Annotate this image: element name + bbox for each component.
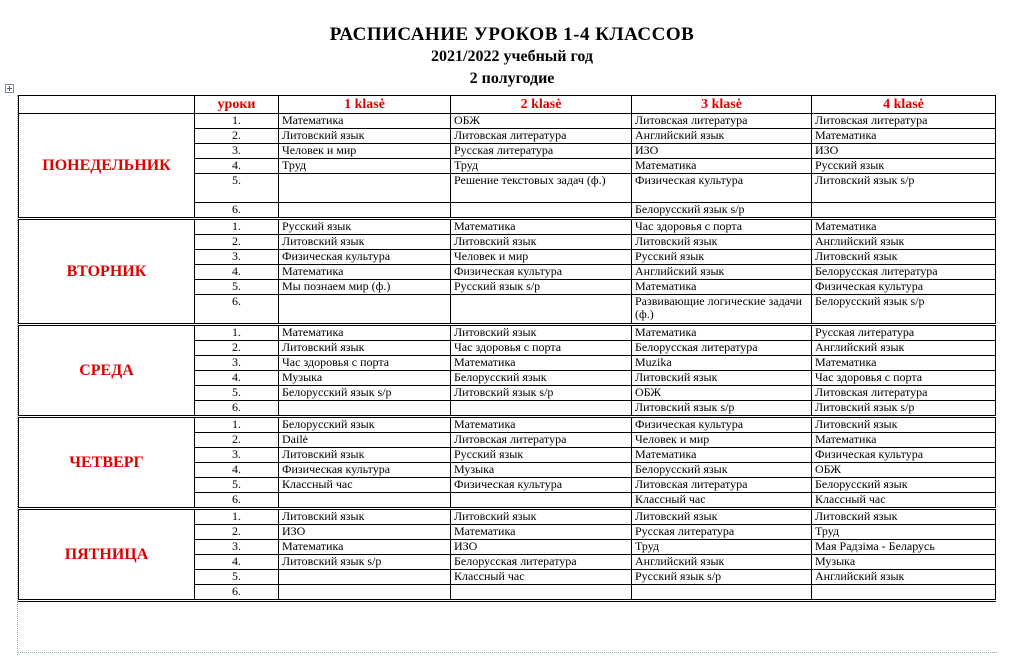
header-class-4: 4 klasė <box>812 96 996 114</box>
class-4-cell: Мая Радзіма - Беларусь <box>812 540 996 555</box>
day-name: ЧЕТВЕРГ <box>19 417 195 509</box>
class-3-cell: Труд <box>632 540 812 555</box>
table-row <box>19 509 996 525</box>
class-1-cell: ИЗО <box>279 525 451 540</box>
class-3-cell: Английский язык <box>632 555 812 570</box>
table-move-handle-icon[interactable] <box>5 84 14 93</box>
class-2-cell <box>451 493 632 509</box>
class-2-cell <box>451 295 632 325</box>
lesson-number: 2. <box>195 129 279 144</box>
class-2-cell: ОБЖ <box>451 114 632 129</box>
class-2-cell: Человек и мир <box>451 250 632 265</box>
class-4-cell: Белорусский язык <box>812 478 996 493</box>
lesson-number: 2. <box>195 525 279 540</box>
class-4-cell: Литовская литература <box>812 114 996 129</box>
lesson-number: 1. <box>195 509 279 525</box>
class-1-cell <box>279 585 451 601</box>
class-1-cell <box>279 401 451 417</box>
class-4-cell: Час здоровья с порта <box>812 371 996 386</box>
class-2-cell: Белорусская литература <box>451 555 632 570</box>
class-2-cell: Русская литература <box>451 144 632 159</box>
class-3-cell: Английский язык <box>632 265 812 280</box>
class-3-cell: Час здоровья с порта <box>632 219 812 235</box>
header-day <box>19 96 195 114</box>
schedule-title: РАСПИСАНИЕ УРОКОВ 1-4 КЛАССОВ <box>329 24 695 45</box>
class-4-cell: ИЗО <box>812 144 996 159</box>
day-name: ВТОРНИК <box>19 219 195 325</box>
class-3-cell: ОБЖ <box>632 386 812 401</box>
lesson-number: 3. <box>195 144 279 159</box>
lesson-number: 4. <box>195 555 279 570</box>
lesson-number: 5. <box>195 280 279 295</box>
class-4-cell: Русский язык <box>812 159 996 174</box>
lesson-number: 5. <box>195 174 279 203</box>
lesson-number: 6. <box>195 295 279 325</box>
class-2-cell: Литовская литература <box>451 433 632 448</box>
class-2-cell <box>451 203 632 219</box>
class-1-cell: Математика <box>279 325 451 341</box>
lesson-number: 2. <box>195 341 279 356</box>
class-4-cell: Математика <box>812 433 996 448</box>
class-1-cell: Математика <box>279 540 451 555</box>
lesson-number: 6. <box>195 585 279 601</box>
lesson-number: 2. <box>195 433 279 448</box>
class-1-cell: Классный час <box>279 478 451 493</box>
class-4-cell: Английский язык <box>812 235 996 250</box>
class-2-cell: Труд <box>451 159 632 174</box>
class-1-cell: Литовский язык <box>279 129 451 144</box>
class-2-cell: ИЗО <box>451 540 632 555</box>
class-4-cell: Английский язык <box>812 570 996 585</box>
class-3-cell: Человек и мир <box>632 433 812 448</box>
class-4-cell: Математика <box>812 356 996 371</box>
class-3-cell: Классный час <box>632 493 812 509</box>
table-row <box>19 417 996 433</box>
class-1-cell: Труд <box>279 159 451 174</box>
class-3-cell: Развивающие логические задачи (ф.) <box>632 295 812 325</box>
class-4-cell: Классный час <box>812 493 996 509</box>
class-4-cell: Литовский язык <box>812 250 996 265</box>
lesson-number: 6. <box>195 401 279 417</box>
class-3-cell: Математика <box>632 325 812 341</box>
page-margin-guide-bottom <box>17 652 997 653</box>
class-2-cell: Русский язык s/p <box>451 280 632 295</box>
lesson-number: 1. <box>195 417 279 433</box>
class-3-cell: Русский язык s/p <box>632 570 812 585</box>
class-4-cell: Математика <box>812 129 996 144</box>
class-1-cell: Русский язык <box>279 219 451 235</box>
class-1-cell: Литовский язык <box>279 448 451 463</box>
class-2-cell: Математика <box>451 356 632 371</box>
semester: 2 полугодие <box>469 70 555 87</box>
class-1-cell: Музыка <box>279 371 451 386</box>
class-4-cell: Литовский язык s/p <box>812 401 996 417</box>
lesson-number: 4. <box>195 463 279 478</box>
lesson-number: 6. <box>195 203 279 219</box>
class-3-cell <box>632 585 812 601</box>
lesson-number: 5. <box>195 386 279 401</box>
class-1-cell: Математика <box>279 265 451 280</box>
class-2-cell: Классный час <box>451 570 632 585</box>
class-2-cell <box>451 401 632 417</box>
class-3-cell: Белорусский язык <box>632 463 812 478</box>
header-lessons: уроки <box>195 96 279 114</box>
class-1-cell: Человек и мир <box>279 144 451 159</box>
class-4-cell <box>812 203 996 219</box>
class-2-cell: Музыка <box>451 463 632 478</box>
class-2-cell: Решение текстовых задач (ф.) <box>451 174 632 203</box>
class-1-cell <box>279 174 451 203</box>
lesson-number: 1. <box>195 325 279 341</box>
class-1-cell: Мы познаем мир (ф.) <box>279 280 451 295</box>
class-2-cell: Литовская литература <box>451 129 632 144</box>
schedule-table <box>18 95 996 602</box>
class-1-cell: Белорусский язык <box>279 417 451 433</box>
class-2-cell: Физическая культура <box>451 265 632 280</box>
class-3-cell: Математика <box>632 159 812 174</box>
class-1-cell: Час здоровья с порта <box>279 356 451 371</box>
class-3-cell: Muzika <box>632 356 812 371</box>
class-4-cell: Музыка <box>812 555 996 570</box>
class-1-cell <box>279 203 451 219</box>
day-name: ПЯТНИЦА <box>19 509 195 601</box>
class-2-cell: Литовский язык <box>451 235 632 250</box>
class-1-cell: Литовский язык <box>279 509 451 525</box>
day-name: ПОНЕДЕЛЬНИК <box>19 114 195 219</box>
class-3-cell: Белорусская литература <box>632 341 812 356</box>
class-1-cell: Белорусский язык s/p <box>279 386 451 401</box>
class-4-cell: Литовская литература <box>812 386 996 401</box>
school-year: 2021/2022 учебный год <box>431 48 593 65</box>
class-4-cell <box>812 585 996 601</box>
class-3-cell: ИЗО <box>632 144 812 159</box>
class-3-cell: Белорусский язык s/p <box>632 203 812 219</box>
class-3-cell: Русская литература <box>632 525 812 540</box>
table-row <box>19 325 996 341</box>
class-3-cell: Литовский язык <box>632 509 812 525</box>
lesson-number: 4. <box>195 265 279 280</box>
lesson-number: 6. <box>195 493 279 509</box>
class-2-cell: Литовский язык <box>451 509 632 525</box>
class-1-cell: Литовский язык s/p <box>279 555 451 570</box>
lesson-number: 3. <box>195 250 279 265</box>
table-row <box>19 219 996 235</box>
lesson-number: 3. <box>195 540 279 555</box>
lesson-number: 3. <box>195 448 279 463</box>
lesson-number: 4. <box>195 371 279 386</box>
class-3-cell: Литовский язык <box>632 235 812 250</box>
class-4-cell: ОБЖ <box>812 463 996 478</box>
class-1-cell <box>279 493 451 509</box>
header-class-2: 2 klasė <box>451 96 632 114</box>
class-4-cell: Белорусский язык s/p <box>812 295 996 325</box>
class-2-cell: Литовский язык s/p <box>451 386 632 401</box>
class-1-cell: Математика <box>279 114 451 129</box>
class-3-cell: Математика <box>632 280 812 295</box>
class-3-cell: Литовская литература <box>632 114 812 129</box>
class-1-cell <box>279 570 451 585</box>
lesson-number: 5. <box>195 570 279 585</box>
class-4-cell: Белорусская литература <box>812 265 996 280</box>
header-class-1: 1 klasė <box>279 96 451 114</box>
class-3-cell: Физическая культура <box>632 174 812 203</box>
class-4-cell: Литовский язык <box>812 509 996 525</box>
header-row <box>19 96 996 114</box>
table-row <box>19 114 996 129</box>
class-1-cell: Литовский язык <box>279 235 451 250</box>
header-class-3: 3 klasė <box>632 96 812 114</box>
document-titles <box>0 24 1024 90</box>
class-4-cell: Математика <box>812 219 996 235</box>
class-4-cell: Литовский язык <box>812 417 996 433</box>
class-1-cell: Литовский язык <box>279 341 451 356</box>
class-1-cell: Dailė <box>279 433 451 448</box>
class-2-cell: Физическая культура <box>451 478 632 493</box>
class-1-cell <box>279 295 451 325</box>
lesson-number: 1. <box>195 114 279 129</box>
class-3-cell: Литовский язык s/p <box>632 401 812 417</box>
class-3-cell: Русский язык <box>632 250 812 265</box>
class-2-cell: Литовский язык <box>451 325 632 341</box>
class-2-cell: Час здоровья с порта <box>451 341 632 356</box>
class-2-cell: Белорусский язык <box>451 371 632 386</box>
lesson-number: 2. <box>195 235 279 250</box>
lesson-number: 4. <box>195 159 279 174</box>
class-4-cell: Физическая культура <box>812 280 996 295</box>
class-4-cell: Труд <box>812 525 996 540</box>
class-3-cell: Математика <box>632 448 812 463</box>
class-2-cell <box>451 585 632 601</box>
class-1-cell: Физическая культура <box>279 250 451 265</box>
class-3-cell: Литовская литература <box>632 478 812 493</box>
class-4-cell: Литовский язык s/p <box>812 174 996 203</box>
class-3-cell: Физическая культура <box>632 417 812 433</box>
class-4-cell: Английский язык <box>812 341 996 356</box>
class-2-cell: Русский язык <box>451 448 632 463</box>
class-2-cell: Математика <box>451 417 632 433</box>
class-2-cell: Математика <box>451 525 632 540</box>
class-3-cell: Литовский язык <box>632 371 812 386</box>
class-3-cell: Английский язык <box>632 129 812 144</box>
class-2-cell: Математика <box>451 219 632 235</box>
lesson-number: 3. <box>195 356 279 371</box>
class-1-cell: Физическая культура <box>279 463 451 478</box>
day-name: СРЕДА <box>19 325 195 417</box>
lesson-number: 1. <box>195 219 279 235</box>
class-4-cell: Русская литература <box>812 325 996 341</box>
class-4-cell: Физическая культура <box>812 448 996 463</box>
lesson-number: 5. <box>195 478 279 493</box>
